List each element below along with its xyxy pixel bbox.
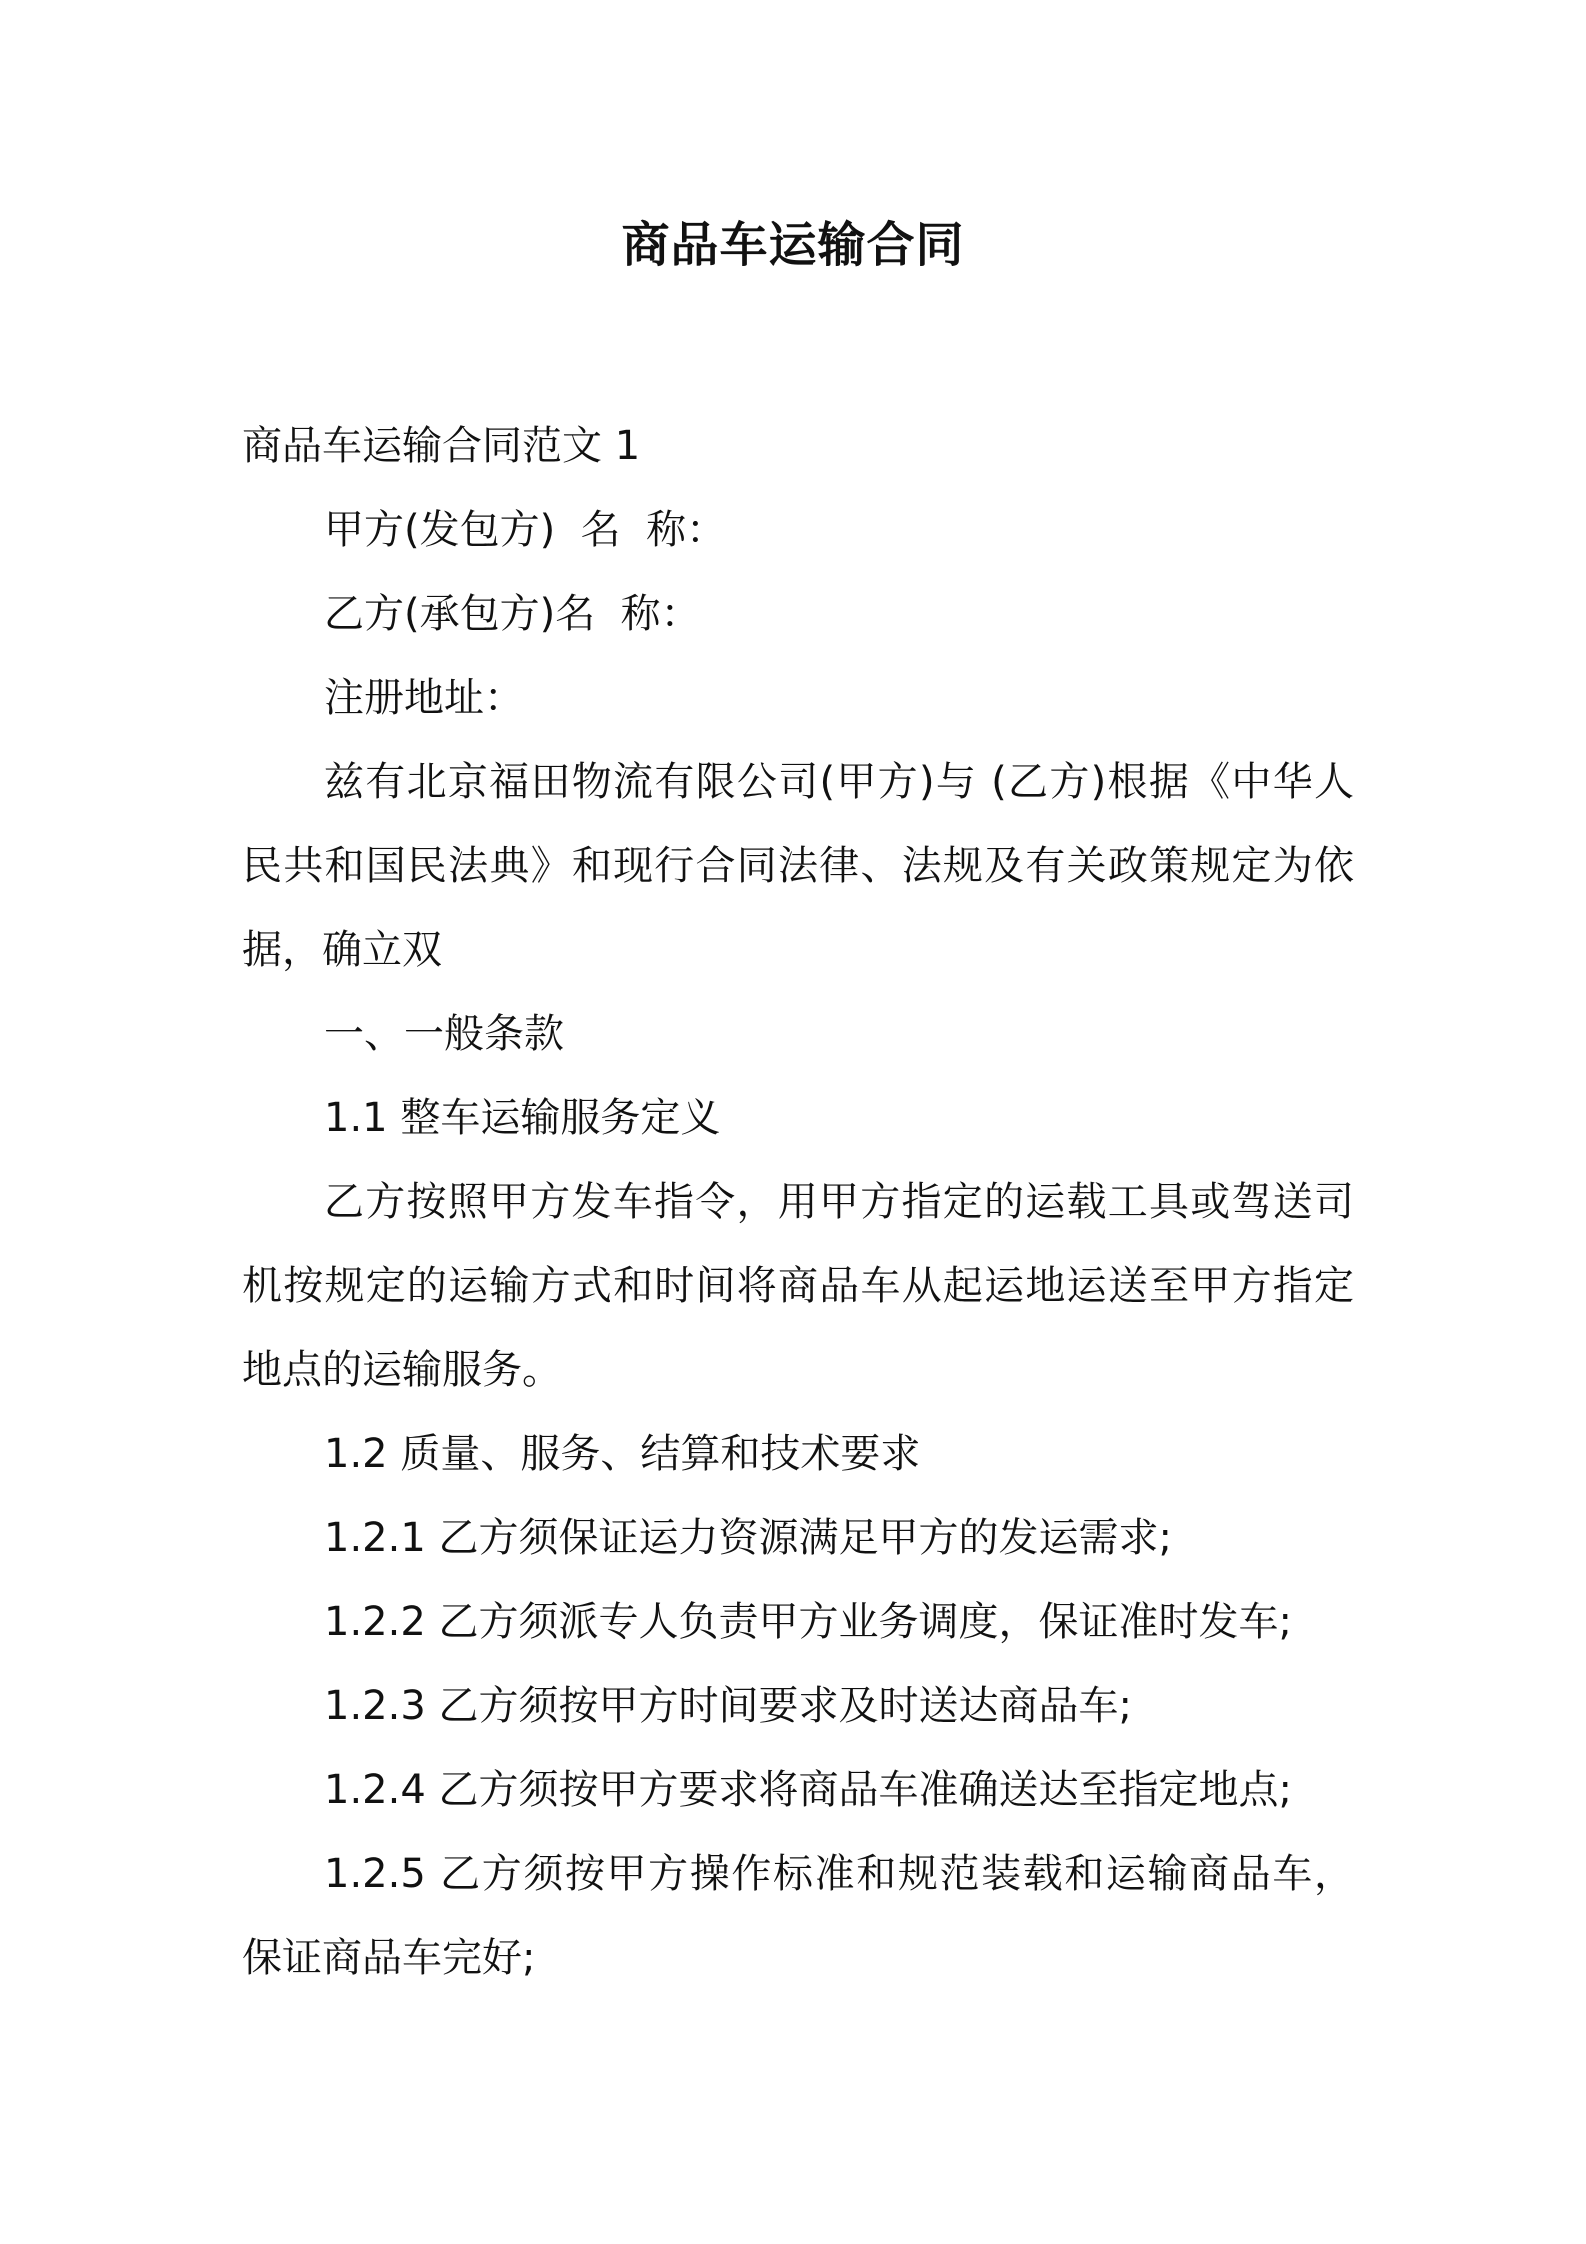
clause-1-2-2: 1.2.2 乙方须派专人负责甲方业务调度，保证准时发车; <box>324 1599 1292 1645</box>
preamble-paragraph: 兹有北京福田物流有限公司(甲方)与 (乙方)根据《中华人民共和国民法典》和现行合同法律、法规及有关政策规定为依据，确立双 <box>242 759 1354 973</box>
registered-address-line: 注册地址： <box>324 675 524 721</box>
party-a-name-line: 甲方(发包方) 名 称： <box>324 507 727 553</box>
document-title: 商品车运输合同 <box>621 217 965 273</box>
clause-1-2-5: 1.2.5 乙方须按甲方操作标准和规范装载和运输商品车，保证商品车完好; <box>242 1851 1354 1981</box>
clause-1-2-4: 1.2.4 乙方须按甲方要求将商品车准确送达至指定地点; <box>324 1767 1292 1813</box>
clause-1-1-paragraph: 乙方按照甲方发车指令，用甲方指定的运载工具或驾送司机按规定的运输方式和时间将商品车从起运地运送至甲方指定地点的运输服务。 <box>242 1179 1354 1393</box>
section-heading-general-terms: 一、一般条款 <box>324 1011 564 1057</box>
clause-1-1-heading: 1.1 整车运输服务定义 <box>324 1095 721 1141</box>
clause-1-2-1: 1.2.1 乙方须保证运力资源满足甲方的发运需求; <box>324 1515 1172 1561</box>
party-b-name-line: 乙方(承包方)名 称： <box>324 591 701 637</box>
document-body <box>242 404 1354 2000</box>
sample-heading: 商品车运输合同范文 1 <box>242 423 641 469</box>
clause-1-2-3: 1.2.3 乙方须按甲方时间要求及时送达商品车; <box>324 1683 1132 1729</box>
clause-1-2-heading: 1.2 质量、服务、结算和技术要求 <box>324 1431 921 1477</box>
